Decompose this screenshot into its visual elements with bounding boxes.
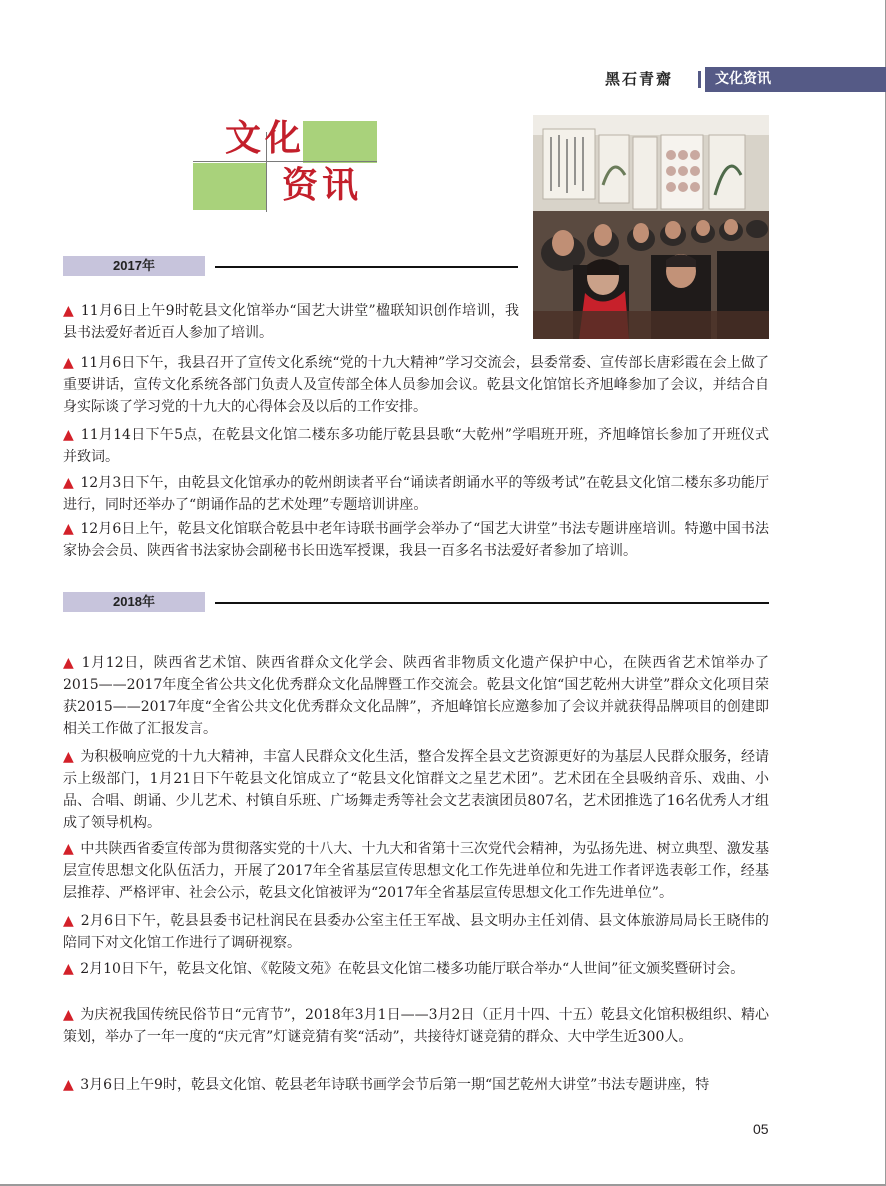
page-header [605, 67, 886, 92]
year-label-2017: 2017年 [63, 256, 205, 276]
news-item-text: 中共陕西省委宣传部为贯彻落实党的十八大、十九大和省第十三次党代会精神，为弘扬先进、树立典型、激发基层宣传思想文化队伍活力，开展了2017年全省基层宣传思想文化工作先进单位和先进工作者评选表彰工作，经基层推荐、严格评审、社会公示，乾县文化馆被评为“2017年全省基层宣传思想文化工作先进单位”。 [63, 841, 769, 901]
news-item [63, 746, 769, 834]
page-title-line2: 资讯 [282, 164, 363, 206]
magazine-calligraphy-title: 黑石青齋 [605, 70, 674, 88]
news-item [63, 300, 519, 344]
red-triangle-icon: ▲ [63, 427, 75, 443]
section-label: 文化资讯 [705, 67, 886, 92]
news-item [63, 1074, 769, 1096]
red-triangle-icon: ▲ [63, 521, 74, 537]
year-rule-2017 [215, 266, 518, 268]
news-item-text: 为庆祝我国传统民俗节日“元宵节”，2018年3月1日——3月2日（正月十四、十五）乾县文化馆积极组织、精心策划，举办了一年一度的“庆元宵”灯谜竞猜有奖“活动”，共接待灯谜竞猜的群众、大中学生近300人。 [63, 1007, 769, 1045]
news-item-text: 为积极响应党的十九大精神，丰富人民群众文化生活，整合发挥全县文艺资源更好的为基层人民群众服务，经请示上级部门，1月21日下午乾县文化馆成立了“乾县文化馆群文之星艺术团”。艺术团在全县吸纳音乐、戏曲、小品、合唱、朗诵、少儿艺术、村镇自乐班、广场舞走秀等社会文艺表演团员807名，艺术团推选了16名优秀人才组成了领导机构。 [63, 749, 769, 831]
news-item [63, 472, 769, 516]
news-item-text: 12月3日下午，由乾县文化馆承办的乾州朗读者平台“诵读者朗诵水平的等级考试”在乾县文化馆二楼东多功能厅进行，同时还举办了“朗诵作品的艺术处理”专题培训讲座。 [63, 475, 769, 513]
news-item-text: 11月6日上午9时乾县文化馆举办“国艺大讲堂”楹联知识创作培训，我县书法爱好者近百人参加了培训。 [63, 303, 519, 341]
news-item-text: 3月6日上午9时，乾县文化馆、乾县老年诗联书画学会节后第一期“国艺乾州大讲堂”书法专题讲座，特 [80, 1077, 710, 1093]
red-triangle-icon: ▲ [63, 303, 75, 319]
news-item [63, 838, 769, 904]
news-item-text: 12月6日上午，乾县文化馆联合乾县中老年诗联书画学会举办了“国艺大讲堂”书法专题讲座培训。特邀中国书法家协会会员、陕西省书法家协会副秘书长田选军授课，我县一百多名书法爱好者参加了培训。 [63, 521, 769, 559]
news-item [63, 424, 769, 468]
red-triangle-icon: ▲ [63, 841, 74, 857]
news-item-text: 11月14日下午5点，在乾县文化馆二楼东多功能厅乾县县歌“大乾州”学唱班开班，齐旭峰馆长参加了开班仪式并致词。 [63, 427, 769, 465]
news-item [63, 910, 769, 954]
news-item-text: 2月10日下午，乾县文化馆、《乾陵文苑》在乾县文化馆二楼多功能厅联合举办“人世间”征文颁奖暨研讨会。 [80, 961, 745, 977]
news-item [63, 1004, 769, 1048]
red-triangle-icon: ▲ [63, 961, 74, 977]
page-title-line1: 文化 [225, 117, 306, 159]
red-triangle-icon: ▲ [63, 749, 74, 765]
red-triangle-icon: ▲ [63, 475, 74, 491]
title-horizontal-rule [193, 161, 377, 162]
red-triangle-icon: ▲ [63, 1077, 74, 1093]
news-item-text: 2月6日下午，乾县县委书记杜润民在县委办公室主任王军战、县文明办主任刘倩、县文体旅游局局长王晓伟的陪同下对文化馆工作进行了调研视察。 [63, 913, 769, 951]
red-triangle-icon: ▲ [63, 1007, 74, 1023]
title-green-block-top [303, 121, 377, 163]
red-triangle-icon: ▲ [63, 913, 75, 929]
news-item [63, 652, 769, 740]
news-item [63, 352, 769, 418]
lecture-audience-photo [533, 115, 769, 339]
header-divider [698, 71, 701, 88]
news-item [63, 518, 769, 562]
red-triangle-icon: ▲ [63, 655, 75, 671]
page-number: 05 [753, 1121, 769, 1137]
news-item-text: 11月6日下午，我县召开了宣传文化系统“党的十九大精神”学习交流会，县委常委、宣传部长唐彩霞在会上做了重要讲话，宣传文化系统各部门负责人及宣传部全体人员参加会议。乾县文化馆馆长齐旭峰参加了会议，并结合自身实际谈了学习党的十九大的心得体会及以后的工作安排。 [63, 355, 769, 415]
red-triangle-icon: ▲ [63, 355, 74, 371]
news-item [63, 958, 769, 980]
year-label-2018: 2018年 [63, 592, 205, 612]
year-rule-2018 [215, 602, 769, 604]
news-item-text: 1月12日，陕西省艺术馆、陕西省群众文化学会、陕西省非物质文化遗产保护中心，在陕西省艺术馆举办了2015——2017年度全省公共文化优秀群众文化品牌暨工作交流会。乾县文化馆“国艺乾州大讲堂”群众文化项目荣获2015——2017年度“全省公共文化优秀群众文化品牌”，齐旭峰馆长应邀参加了会议并就获得品牌项目的创建即相关工作做了汇报发言。 [63, 655, 769, 737]
title-green-block-bottom [193, 163, 266, 210]
